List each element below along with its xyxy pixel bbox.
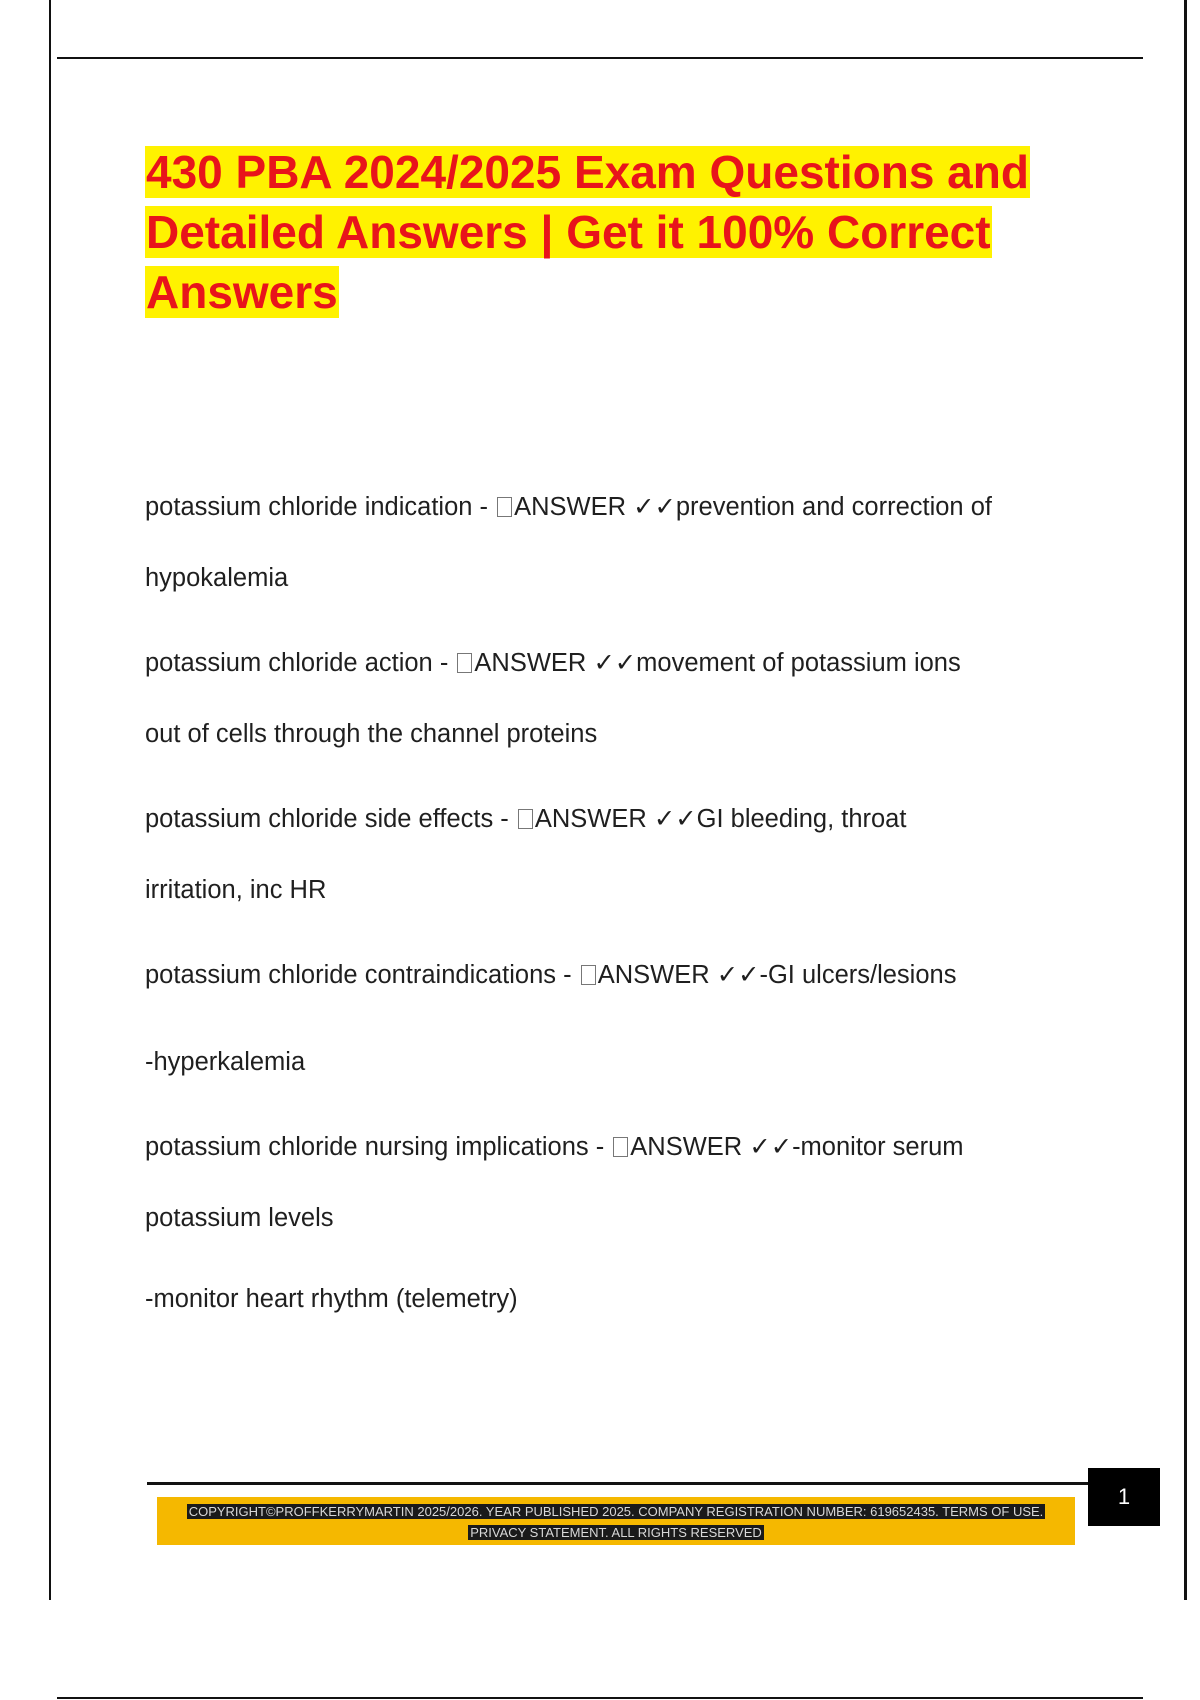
answer-text: -monitor serum xyxy=(792,1133,964,1161)
answer-continuation: -monitor heart rhythm (telemetry) xyxy=(145,1285,518,1313)
question-text: potassium chloride indication - xyxy=(145,493,496,521)
answer-continuation: -hyperkalemia xyxy=(145,1048,306,1076)
qa-item-contraindications xyxy=(145,940,1105,1098)
answer-continuation: irritation, inc HR xyxy=(145,876,327,904)
missing-glyph-box-icon xyxy=(497,497,512,517)
qa-item-side-effects xyxy=(145,784,1105,926)
header-rule xyxy=(57,57,1143,59)
question-text: potassium chloride contraindications - xyxy=(145,961,579,989)
qa-line xyxy=(145,472,1105,543)
page-border-left xyxy=(49,0,51,1600)
double-check-icon: ✓✓ xyxy=(653,804,697,834)
double-check-icon: ✓✓ xyxy=(633,492,676,522)
answer-label: ANSWER xyxy=(630,1133,743,1161)
page-border-right xyxy=(1184,0,1187,1600)
qa-line xyxy=(145,1112,1105,1183)
question-text: potassium chloride nursing implications - xyxy=(145,1133,612,1161)
missing-glyph-box-icon xyxy=(518,809,533,829)
qa-item-indication xyxy=(145,472,1105,614)
title-line-1: 430 PBA 2024/2025 Exam Questions and xyxy=(146,146,1029,198)
copyright-notice xyxy=(157,1501,1075,1543)
question-text: potassium chloride side effects - xyxy=(145,805,516,833)
copyright-line-1: COPYRIGHT©PROFFKERRYMARTIN 2025/2026. YEAR PUBLISHED 2025. COMPANY REGISTRATION NUMBER: 619652435. TERMS OF USE. xyxy=(188,1504,1044,1519)
answer-continuation: out of cells through the channel proteins xyxy=(145,720,598,748)
footer-rule xyxy=(147,1482,1090,1485)
answer-text: GI bleeding, throat xyxy=(696,805,907,833)
missing-glyph-box-icon xyxy=(613,1137,628,1157)
next-page-rule xyxy=(57,1697,1143,1699)
double-check-icon: ✓✓ xyxy=(716,960,760,990)
missing-glyph-box-icon xyxy=(581,965,596,985)
double-check-icon: ✓✓ xyxy=(593,648,637,678)
copyright-line-2: PRIVACY STATEMENT. ALL RIGHTS RESERVED xyxy=(470,1525,762,1540)
answer-continuation: potassium levels xyxy=(145,1204,334,1232)
answer-text: -GI ulcers/lesions xyxy=(759,961,957,989)
answer-label: ANSWER xyxy=(514,493,627,521)
document-title xyxy=(145,142,1085,322)
answer-label: ANSWER xyxy=(474,649,587,677)
answer-label: ANSWER xyxy=(597,961,710,989)
qa-item-nursing-implications xyxy=(145,1112,1105,1335)
double-check-icon: ✓✓ xyxy=(749,1132,793,1162)
answer-text: movement of potassium ions xyxy=(636,649,961,677)
qa-list xyxy=(145,472,1105,1349)
qa-item-action xyxy=(145,628,1105,770)
qa-line xyxy=(145,784,1105,855)
answer-text: prevention and correction of xyxy=(675,493,992,521)
question-text: potassium chloride action - xyxy=(145,649,456,677)
title-line-3: Answers xyxy=(146,266,338,318)
title-line-2: Detailed Answers | Get it 100% Correct xyxy=(146,206,991,258)
answer-continuation: hypokalemia xyxy=(145,564,289,592)
page-number: 1 xyxy=(1088,1468,1160,1526)
qa-line xyxy=(145,628,1105,699)
missing-glyph-box-icon xyxy=(457,653,472,673)
qa-line xyxy=(145,940,1105,1011)
answer-label: ANSWER xyxy=(534,805,647,833)
